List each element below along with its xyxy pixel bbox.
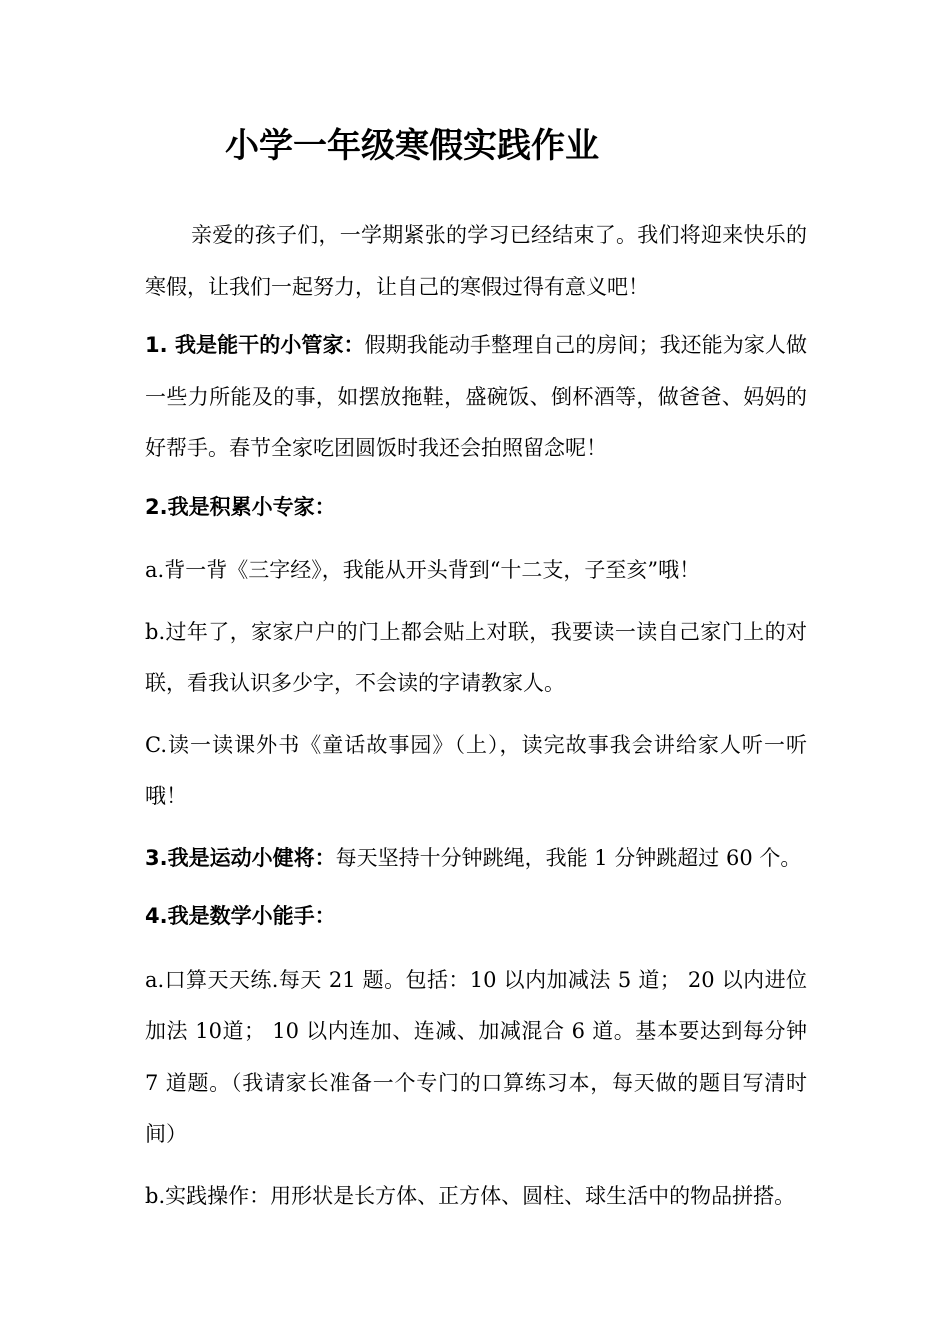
section-4-item-b: b.实践操作：用形状是长方体、正方体、圆柱、球生活中的物品拼搭。: [145, 1183, 796, 1208]
section-1-label: 1. 我是能干的小管家：: [145, 333, 365, 357]
section-3-label: 3.我是运动小健将：: [145, 845, 336, 870]
section-2-item-b: b.过年了，家家户户的门上都会贴上对联，我要读一读自己家门上的对联，看我认识多少字，不会读的字请教家人。: [145, 619, 807, 695]
section-1-paragraph: [145, 320, 807, 475]
document-body: [145, 210, 807, 1222]
section-2-item-c: C.读一读课外书《童话故事园》（上），读完故事我会讲给家人听一听哦！: [145, 732, 807, 808]
section-4-heading: [145, 891, 807, 943]
intro-paragraph: 亲爱的孩子们，一学期紧张的学习已经结束了。我们将迎来快乐的寒假，让我们一起努力，让自己的寒假过得有意义吧！: [145, 223, 807, 299]
section-3-paragraph: [145, 833, 807, 885]
section-4-label: 4.我是数学小能手：: [145, 904, 336, 928]
section-2-heading: [145, 482, 807, 534]
section-2-label: 2.我是积累小专家：: [145, 494, 336, 519]
section-1-text: 假期我能动手整理自己的房间；我还能为家人做一些力所能及的事，如摆放拖鞋，盛碗饭、倒杯酒等，做爸爸、妈妈的好帮手。春节全家吃团圆饭时我还会拍照留念呢！: [145, 333, 808, 460]
section-3-text: 每天坚持十分钟跳绳，我能 1 分钟跳超过 60 个。: [335, 845, 802, 870]
section-2-item-a: a.背一背《三字经》，我能从开头背到“十二支，子至亥”哦！: [145, 558, 701, 582]
section-4-item-a: a.口算天天练.每天 21 题。包括：10 以内加减法 5 道； 20 以内进位加法 10道； 10 以内连加、连减、加减混合 6 道。基本要达到每分钟 7 道题。（我请家长准备一个专门的口算练习本，每天做的题目写清时间）: [145, 967, 807, 1146]
page-title: 小学一年级寒假实践作业: [225, 126, 599, 166]
